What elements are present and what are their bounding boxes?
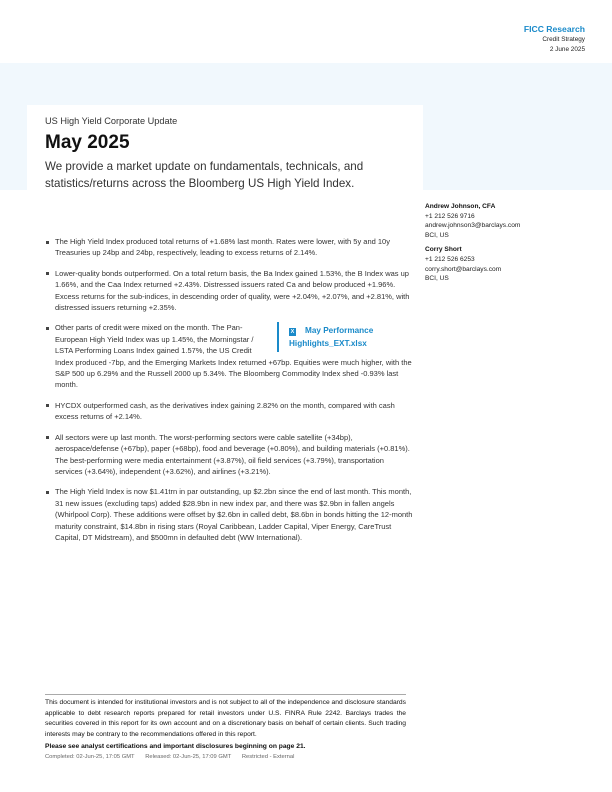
report-series: US High Yield Corporate Update [45,116,178,126]
attachment-label: May Performance Highlights_EXT.xlsx [289,326,374,349]
page-title: May 2025 [45,132,130,153]
bullet-text: The High Yield Index is now $1.41trn in par outstanding, up $2.2bn since the end of last month. This month, 31 new issues (excluding taps) added $28.9bn in new index par, and there was $2.9bn in fallen angels (Whirlpool Corp). These additions were offset by $2.6bn in called debt, $8.6bn in bonds hitting the 12-month maturity constraint, $14.8bn in rising stars (Royal Caribbean, Ladder Capital, Viper Energy, CareTrust Capital, DT Midstream), and $500mn in defaulted debt (WW International). [55,487,413,542]
bullet-text: All sectors were up last month. The worst-performing sectors were cable satellite (+34bp), aerospace/defense (+67bp), paper (+68bp), food and beverage (+0.80%), and building materials (+0.81%). The best-performing were media entertainment (+3.87%), oil field services (+3.79%), transportation services (+3.64%), independent (+3.62%), and airlines (+3.21%). [55,432,410,476]
report-summary: We provide a market update on fundamentals, technicals, and statistics/returns across the Bloomberg US High Yield Index. [45,160,364,190]
bullet-text: Other parts of credit were mixed on the month. The Pan-European High Yield Index was up 1.45%, the Morningstar / LSTA Performing Loans Index gained 1.57%, the US Credit Index produced -7bp, and the Emerging Markets Index returned +67bp. Equities were much higher, with the S&P 500 up 6.29% and the Russell 2000 up 5.34%. The Bloomberg Commodity Index shed -0.93% last month. [55,323,412,390]
attachment-link[interactable] [277,322,415,352]
excel-file-icon: X [290,329,295,336]
analyst-name: Andrew Johnson, CFA [425,203,496,210]
section-label: Credit Strategy [542,36,585,43]
certifications-link[interactable]: Please see analyst certifications and important disclosures beginning on page 21. [45,743,306,751]
analyst-card [425,202,595,240]
bullet-icon [46,404,49,407]
disclosure-footer [45,694,406,762]
classification-label: Restricted - External [241,753,295,760]
analyst-contacts [425,202,595,289]
report-header [524,23,585,54]
list-item [45,432,413,478]
released-timestamp: Released: 02-Jun-25, 17:09 GMT [145,753,232,760]
completed-timestamp: Completed: 02-Jun-25, 17:05 GMT [45,753,135,760]
analyst-phone: +1 212 526 9716 [425,212,475,220]
analyst-card [425,245,595,283]
key-points-list [45,236,413,552]
disclaimer-text: This document is intended for institutional investors and is not subject to all of the independence and disclosure standards applicable to debt research reports prepared for retail investors under U.S. FINRA Rule 2242. Barclays trades the securities covered in this report for its own account and on a discretionary basis on behalf of certain clients. Such trading interests may be contrary to the recommendations offered in this report. [45,699,406,738]
analyst-entity: BCI, US [425,231,449,239]
list-item [45,236,413,259]
bullet-text: HYCDX outperformed cash, as the derivatives index gaining 2.82% on the month, compared with cash excess returns of +2.14%. [55,400,395,422]
hero-card [27,105,423,220]
analyst-entity: BCI, US [425,275,449,283]
list-item [45,322,413,390]
bullet-icon [46,241,49,244]
analyst-phone: +1 212 526 6253 [425,255,475,263]
analyst-email[interactable]: andrew.johnson3@barclays.com [425,222,521,230]
release-metadata [45,753,406,762]
bullet-icon [46,436,49,439]
bullet-text: The High Yield Index produced total returns of +1.68% last month. Rates were lower, with 5y and 10y Treasuries up 24bp and 24bp, respectively, leading to excess returns of 2.14%. [55,237,390,258]
bullet-icon [46,491,49,494]
bullet-icon [46,272,49,275]
list-item [45,268,413,314]
bullet-icon [46,327,49,330]
list-item [45,400,413,423]
analyst-name: Corry Short [425,246,462,254]
list-item [45,486,413,543]
report-date: 2 June 2025 [549,45,585,53]
brand-label: FICC Research [523,24,585,34]
analyst-email[interactable]: corry.short@barclays.com [425,265,502,273]
bullet-text: Lower-quality bonds outperformed. On a total return basis, the Ba Index gained 1.53%, the B Index was up 1.66%, and the Caa Index returned +2.43%. Distressed issuers rated Ca and below produced +1.96%. Excess returns for the sub-indices, in descending order of quality, were +2.04%, +2.07%, and +2.81%, with distressed issuers returning +2.35%. [55,268,410,313]
